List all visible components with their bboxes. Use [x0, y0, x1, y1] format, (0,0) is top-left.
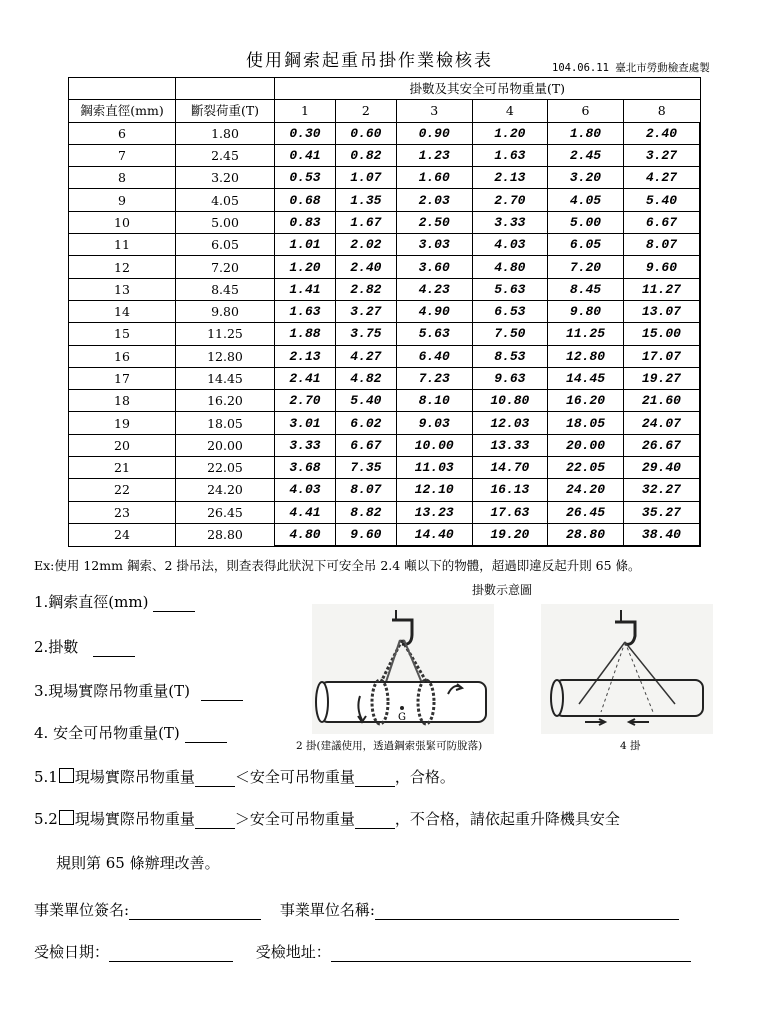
safe-load-cell: 17.07	[623, 345, 700, 367]
sign-field[interactable]	[129, 903, 261, 920]
break-load-cell: 11.25	[176, 323, 275, 345]
safe-load-cell: 9.60	[623, 256, 700, 278]
safe-load-cell: 13.23	[396, 501, 472, 523]
safe-load-cell: 2.50	[396, 211, 472, 233]
safe-load-cell: 26.45	[548, 501, 624, 523]
safe-weight-field[interactable]	[185, 726, 227, 743]
table-row	[69, 234, 701, 256]
diameter-cell: 21	[69, 457, 176, 479]
diameter-cell: 11	[69, 234, 176, 256]
safe-load-cell: 4.80	[472, 256, 548, 278]
two-leg-caption: 2 掛(建議使用，透過鋼索張緊可防脫落)	[296, 740, 483, 752]
safe-load-cell: 16.20	[548, 390, 624, 412]
q52-number: 5.2	[34, 810, 58, 828]
safe-load-cell: 8.07	[623, 234, 700, 256]
safe-load-cell: 9.03	[396, 412, 472, 434]
table-row	[69, 457, 701, 479]
fail-checkbox[interactable]	[59, 810, 74, 825]
four-leg-caption: 4 掛	[620, 740, 641, 752]
table-row	[69, 523, 701, 546]
safe-load-cell: 11.25	[548, 323, 624, 345]
safe-load-cell: 1.20	[275, 256, 336, 278]
two-leg-hitch-image	[312, 604, 494, 734]
q51-actual-field[interactable]	[195, 770, 235, 787]
table-row	[69, 367, 701, 389]
table-row	[69, 345, 701, 367]
safe-load-cell: 18.05	[548, 412, 624, 434]
diameter-cell: 7	[69, 144, 176, 166]
safe-load-cell: 1.63	[472, 144, 548, 166]
q52-actual-label: 現場實際吊物重量	[74, 810, 195, 828]
actual-weight-field[interactable]	[201, 684, 243, 701]
safe-load-cell: 2.13	[275, 345, 336, 367]
safe-load-cell: 15.00	[623, 323, 700, 345]
q52-result: ，不合格，請依起重升降機具安全	[394, 810, 620, 828]
safe-load-cell: 4.03	[472, 234, 548, 256]
safe-load-cell: 7.35	[335, 457, 396, 479]
safe-load-cell: 38.40	[623, 523, 700, 546]
diameter-cell: 14	[69, 300, 176, 322]
diameter-cell: 23	[69, 501, 176, 523]
safe-load-cell: 10.80	[472, 390, 548, 412]
signature-row	[34, 899, 679, 920]
diameter-cell: 10	[69, 211, 176, 233]
safe-load-cell: 2.03	[396, 189, 472, 211]
safe-load-cell: 7.23	[396, 367, 472, 389]
diameter-cell: 22	[69, 479, 176, 501]
diameter-cell: 24	[69, 523, 176, 546]
table-row	[69, 167, 701, 189]
safe-load-cell: 6.67	[623, 211, 700, 233]
diameter-cell: 18	[69, 390, 176, 412]
safe-load-cell: 17.63	[472, 501, 548, 523]
blank-header-cell	[176, 78, 275, 100]
pass-checkbox[interactable]	[59, 768, 74, 783]
safe-load-cell: 32.27	[623, 479, 700, 501]
hang-count-header: 8	[623, 100, 700, 122]
gravity-label: G	[398, 712, 406, 723]
safe-load-cell: 2.40	[623, 122, 700, 144]
q52-safe-label: ＞安全可吊物重量	[234, 810, 355, 828]
diameter-label: 1.鋼索直徑(mm)	[34, 593, 149, 611]
safe-load-cell: 3.20	[548, 167, 624, 189]
safe-load-cell: 10.00	[396, 434, 472, 456]
safe-load-cell: 0.41	[275, 144, 336, 166]
safe-load-cell: 0.30	[275, 122, 336, 144]
break-load-cell: 22.05	[176, 457, 275, 479]
four-leg-hitch-image	[541, 604, 713, 734]
table-row	[69, 479, 701, 501]
break-load-cell: 9.80	[176, 300, 275, 322]
q51-actual-label: 現場實際吊物重量	[74, 768, 195, 786]
inspection-row	[34, 941, 691, 962]
q52-safe-field[interactable]	[355, 812, 395, 829]
safe-load-cell: 9.60	[335, 523, 396, 546]
safe-load-cell: 3.68	[275, 457, 336, 479]
question-2	[34, 636, 135, 657]
safe-load-cell: 7.50	[472, 323, 548, 345]
safe-load-cell: 1.01	[275, 234, 336, 256]
hang-count-header: 3	[396, 100, 472, 122]
address-label: 受檢地址：	[255, 943, 331, 961]
safe-load-cell: 2.82	[335, 278, 396, 300]
company-name-label: 事業單位名稱:	[279, 901, 375, 919]
diameter-cell: 6	[69, 122, 176, 144]
table-row	[69, 144, 701, 166]
safe-load-cell: 16.13	[472, 479, 548, 501]
safe-load-cell: 21.60	[623, 390, 700, 412]
safe-load-cell: 1.35	[335, 189, 396, 211]
blank-header-cell	[69, 78, 176, 100]
diameter-cell: 13	[69, 278, 176, 300]
hang-count-header: 2	[335, 100, 396, 122]
safe-load-cell: 1.63	[275, 300, 336, 322]
safe-load-cell: 3.33	[472, 211, 548, 233]
hang-count-header: 4	[472, 100, 548, 122]
question-3	[34, 680, 243, 701]
safe-load-cell: 4.90	[396, 300, 472, 322]
question-4	[34, 722, 227, 743]
q51-result: ，合格。	[394, 768, 455, 786]
break-load-cell: 12.80	[176, 345, 275, 367]
diameter-cell: 16	[69, 345, 176, 367]
safe-load-cell: 5.00	[548, 211, 624, 233]
safe-load-cell: 19.20	[472, 523, 548, 546]
safe-load-cell: 6.05	[548, 234, 624, 256]
hang-count-label: 2.掛數	[34, 638, 79, 656]
page-title: 使用鋼索起重吊掛作業檢核表	[246, 51, 493, 71]
safe-load-cell: 5.63	[396, 323, 472, 345]
group-header: 掛數及其安全可吊物重量(T)	[275, 78, 701, 100]
date-label: 受檢日期：	[34, 943, 110, 961]
q51-number: 5.1	[34, 768, 58, 786]
diameter-cell: 15	[69, 323, 176, 345]
safe-load-cell: 14.45	[548, 367, 624, 389]
safe-load-cell: 13.07	[623, 300, 700, 322]
table-row	[69, 256, 701, 278]
safe-load-cell: 2.41	[275, 367, 336, 389]
question-5-1	[34, 766, 455, 787]
safe-load-cell: 8.53	[472, 345, 548, 367]
col-diameter-header: 鋼索直徑(mm)	[69, 100, 176, 122]
safe-load-cell: 1.23	[396, 144, 472, 166]
safe-load-cell: 26.67	[623, 434, 700, 456]
safe-load-cell: 4.03	[275, 479, 336, 501]
question-1	[34, 591, 195, 612]
safe-load-cell: 20.00	[548, 434, 624, 456]
safe-load-cell: 4.05	[548, 189, 624, 211]
table-row	[69, 211, 701, 233]
diameter-cell: 8	[69, 167, 176, 189]
col-break-header: 斷裂荷重(T)	[176, 100, 275, 122]
sign-label: 事業單位簽名:	[34, 901, 130, 919]
company-name-field[interactable]	[375, 903, 679, 920]
safe-load-cell: 5.40	[335, 390, 396, 412]
table-row	[69, 300, 701, 322]
diagram-caption: 掛數示意圖	[472, 583, 533, 597]
safe-load-cell: 35.27	[623, 501, 700, 523]
date-field[interactable]	[109, 945, 233, 962]
safe-load-cell: 6.40	[396, 345, 472, 367]
safe-load-cell: 2.70	[472, 189, 548, 211]
safe-load-cell: 2.45	[548, 144, 624, 166]
safe-load-cell: 4.23	[396, 278, 472, 300]
safe-load-cell: 24.20	[548, 479, 624, 501]
table-row	[69, 323, 701, 345]
table-row	[69, 434, 701, 456]
table-row	[69, 501, 701, 523]
safe-load-cell: 1.60	[396, 167, 472, 189]
safe-load-cell: 6.53	[472, 300, 548, 322]
q52-actual-field[interactable]	[195, 812, 235, 829]
safe-load-cell: 1.41	[275, 278, 336, 300]
safe-load-cell: 4.27	[623, 167, 700, 189]
issuer-note: 104.06.11 臺北市勞動檢查處製	[552, 62, 710, 74]
safe-load-cell: 3.27	[335, 300, 396, 322]
table-row	[69, 122, 701, 144]
hang-count-header: 1	[275, 100, 336, 122]
safe-load-cell: 3.75	[335, 323, 396, 345]
safe-load-cell: 28.80	[548, 523, 624, 546]
safe-load-cell: 8.45	[548, 278, 624, 300]
table-row	[69, 412, 701, 434]
safe-load-cell: 4.80	[275, 523, 336, 546]
safe-load-cell: 1.88	[275, 323, 336, 345]
question-5-2	[34, 808, 620, 829]
safe-load-cell: 3.60	[396, 256, 472, 278]
q51-safe-label: ＜安全可吊物重量	[234, 768, 355, 786]
safe-load-cell: 12.10	[396, 479, 472, 501]
safe-load-cell: 7.20	[548, 256, 624, 278]
safe-load-cell: 22.05	[548, 457, 624, 479]
q52-continuation: 規則第 65 條辦理改善。	[56, 854, 220, 872]
safe-load-cell: 2.40	[335, 256, 396, 278]
safe-load-cell: 4.82	[335, 367, 396, 389]
safe-load-cell: 2.70	[275, 390, 336, 412]
safe-load-cell: 8.07	[335, 479, 396, 501]
safe-load-cell: 1.80	[548, 122, 624, 144]
break-load-cell: 24.20	[176, 479, 275, 501]
safe-load-cell: 3.27	[623, 144, 700, 166]
safe-load-cell: 4.41	[275, 501, 336, 523]
break-load-cell: 20.00	[176, 434, 275, 456]
q51-safe-field[interactable]	[355, 770, 395, 787]
safe-load-cell: 29.40	[623, 457, 700, 479]
actual-weight-label: 3.現場實際吊物重量(T)	[34, 682, 191, 700]
safe-load-cell: 9.80	[548, 300, 624, 322]
break-load-cell: 14.45	[176, 367, 275, 389]
safe-load-cell: 0.68	[275, 189, 336, 211]
safe-load-cell: 0.90	[396, 122, 472, 144]
two-leg-diagram	[312, 604, 494, 734]
safe-load-cell: 2.02	[335, 234, 396, 256]
load-table	[68, 77, 701, 547]
break-load-cell: 8.45	[176, 278, 275, 300]
safe-load-cell: 1.20	[472, 122, 548, 144]
diameter-cell: 19	[69, 412, 176, 434]
table-row	[69, 278, 701, 300]
diameter-cell: 9	[69, 189, 176, 211]
safe-weight-label: 4. 安全可吊物重量(T)	[34, 724, 180, 742]
safe-load-cell: 3.33	[275, 434, 336, 456]
safe-load-cell: 5.40	[623, 189, 700, 211]
break-load-cell: 16.20	[176, 390, 275, 412]
break-load-cell: 1.80	[176, 122, 275, 144]
safe-load-cell: 0.53	[275, 167, 336, 189]
safe-load-cell: 13.33	[472, 434, 548, 456]
safe-load-cell: 6.02	[335, 412, 396, 434]
safe-load-cell: 2.13	[472, 167, 548, 189]
safe-load-cell: 19.27	[623, 367, 700, 389]
diameter-field[interactable]	[153, 595, 195, 612]
break-load-cell: 6.05	[176, 234, 275, 256]
table-subheader-row	[69, 100, 701, 122]
hang-count-field[interactable]	[93, 640, 135, 657]
four-leg-diagram	[541, 604, 713, 734]
safe-load-cell: 14.40	[396, 523, 472, 546]
safe-load-cell: 12.80	[548, 345, 624, 367]
break-load-cell: 5.00	[176, 211, 275, 233]
safe-load-cell: 12.03	[472, 412, 548, 434]
diameter-cell: 12	[69, 256, 176, 278]
safe-load-cell: 0.83	[275, 211, 336, 233]
safe-load-cell: 11.27	[623, 278, 700, 300]
break-load-cell: 3.20	[176, 167, 275, 189]
safe-load-cell: 14.70	[472, 457, 548, 479]
diameter-cell: 20	[69, 434, 176, 456]
break-load-cell: 18.05	[176, 412, 275, 434]
table-header-row	[69, 78, 701, 100]
break-load-cell: 7.20	[176, 256, 275, 278]
safe-load-cell: 3.03	[396, 234, 472, 256]
example-note: Ex:使用 12mm 鋼索、2 掛吊法，則查表得此狀況下可安全吊 2.4 噸以下的物體，超過即違反起升則 65 條。	[34, 558, 641, 573]
safe-load-cell: 4.27	[335, 345, 396, 367]
break-load-cell: 26.45	[176, 501, 275, 523]
safe-load-cell: 24.07	[623, 412, 700, 434]
safe-load-cell: 6.67	[335, 434, 396, 456]
break-load-cell: 28.80	[176, 523, 275, 546]
safe-load-cell: 1.07	[335, 167, 396, 189]
safe-load-cell: 11.03	[396, 457, 472, 479]
table-row	[69, 390, 701, 412]
table-row	[69, 189, 701, 211]
address-field[interactable]	[331, 945, 691, 962]
safe-load-cell: 9.63	[472, 367, 548, 389]
hang-count-header: 6	[548, 100, 624, 122]
break-load-cell: 2.45	[176, 144, 275, 166]
diameter-cell: 17	[69, 367, 176, 389]
safe-load-cell: 1.67	[335, 211, 396, 233]
safe-load-cell: 0.60	[335, 122, 396, 144]
safe-load-cell: 3.01	[275, 412, 336, 434]
safe-load-cell: 8.82	[335, 501, 396, 523]
break-load-cell: 4.05	[176, 189, 275, 211]
safe-load-cell: 0.82	[335, 144, 396, 166]
safe-load-cell: 8.10	[396, 390, 472, 412]
safe-load-cell: 5.63	[472, 278, 548, 300]
